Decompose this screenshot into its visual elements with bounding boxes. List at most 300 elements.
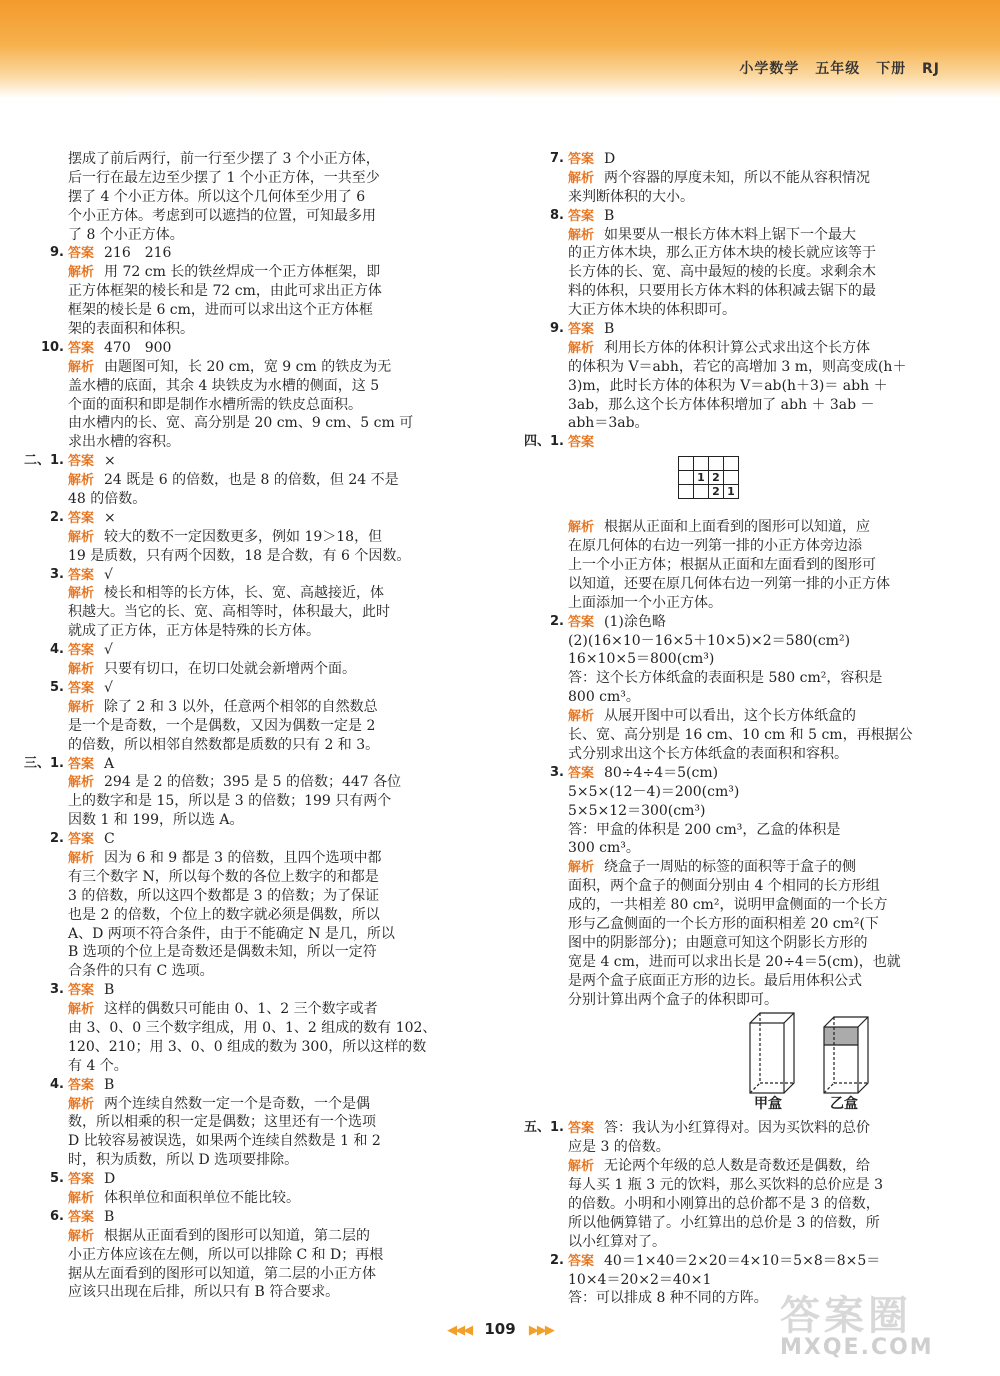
text-line <box>68 301 500 320</box>
line-text: 成的，一共相差 80 cm²，说明甲盒侧面的一个长方 <box>568 897 888 914</box>
line-text: 正方体框架的棱长和是 72 cm，由此可求出正方体 <box>68 283 382 300</box>
text-line <box>568 377 1000 396</box>
text-line <box>568 188 1000 207</box>
question-number: 四、1. <box>524 434 564 450</box>
text-line <box>568 301 1000 320</box>
text-line <box>568 556 1000 575</box>
line-text: 的倍数。小明和小刚算出的总价都不是 3 的倍数， <box>568 1195 880 1212</box>
text-line <box>568 1138 1000 1157</box>
answer-grid <box>678 456 739 499</box>
text-line <box>68 811 500 830</box>
text-line <box>568 1195 1000 1214</box>
line-text: 由水槽内的长、宽、高分别是 20 cm、9 cm、5 cm 可 <box>68 415 414 432</box>
question-number: 3. <box>550 764 564 780</box>
question-number: 9. <box>50 245 64 261</box>
text-line <box>68 414 500 433</box>
line-text: A、D 两项不符合条件，由于不能确定 N 是几，所以 <box>68 925 395 942</box>
text-line <box>524 433 1000 452</box>
line-text: 摆成了前后两行，前一行至少摆了 3 个小正方体， <box>68 151 380 167</box>
line-text: 是一个是奇数，一个是偶数，又因为偶数一定是 2 <box>68 717 376 734</box>
text-line <box>68 1227 500 1246</box>
line-text: 这样的偶数只可能由 0、1、2 三个数字或者 <box>104 1001 378 1018</box>
text-line <box>68 150 500 169</box>
line-text: 294 是 2 的倍数；395 是 5 的倍数；447 各位 <box>104 774 402 791</box>
text-line <box>68 584 500 603</box>
text-line <box>568 915 1000 934</box>
line-text: (1)涂色略 <box>604 613 666 630</box>
line-text: 3)m，此时长方体的体积为 V＝ab(h＋3)＝ abh ＋ <box>568 377 888 394</box>
analysis-tag: 解析 <box>68 529 95 545</box>
prev-arrows-icon: ◀◀◀ <box>447 1323 472 1338</box>
text-line <box>568 1157 1000 1176</box>
text-line <box>68 962 500 981</box>
text-line <box>68 1283 500 1302</box>
line-text: 是两个盒子底面正方形的边长。最后用体积公式 <box>568 972 862 989</box>
analysis-tag: 解析 <box>568 170 595 186</box>
text-line <box>568 537 1000 556</box>
answer-tag: 答案 <box>68 1172 95 1188</box>
line-text: 求出水槽的容积。 <box>68 434 180 451</box>
line-text: 120、210；用 3、0、0 组成的数为 300，所以这样的数 <box>68 1038 427 1055</box>
line-text: 上的数字和是 15，所以是 3 的倍数；199 只有两个 <box>68 793 392 810</box>
text-line <box>68 226 500 245</box>
analysis-tag: 解析 <box>68 775 95 791</box>
text-line <box>568 934 1000 953</box>
line-text: 的体积为 V＝abh，若它的高增加 3 m，则高变成(h＋ <box>568 358 907 375</box>
line-text: 所以他俩算错了。小红算出的总价是 3 的倍数，所 <box>568 1214 880 1231</box>
text-line <box>68 169 500 188</box>
line-text: 就成了正方体，正方体是特殊的长方体。 <box>68 623 320 640</box>
line-text: 形与乙盒侧面的一个长方形的面积相差 20 cm²(下 <box>568 915 879 932</box>
question-number: 10. <box>40 339 64 355</box>
line-text: 数，所以相乘的积一定是偶数；这里还有一个选项 <box>68 1114 376 1131</box>
text-line <box>568 650 1000 669</box>
line-text: 后一行在最左边至少摆了 1 个小正方体，一共至少 <box>68 169 380 186</box>
line-text: 盖水槽的底面，其余 4 块铁皮为水槽的侧面，这 5 <box>68 377 380 394</box>
analysis-tag: 解析 <box>568 860 595 876</box>
line-text: 以知道，还要在原几何体右边一列第一排的小正方体 <box>568 575 890 592</box>
text-line <box>568 282 1000 301</box>
line-text: 式分别求出这个长方体纸盒的表面积和容积。 <box>568 745 848 762</box>
text-line <box>68 906 500 925</box>
text-line <box>68 377 500 396</box>
text-line <box>68 433 500 452</box>
line-text: 每人买 1 瓶 3 元的饮料，那么买饮料的总价应是 3 <box>568 1177 883 1194</box>
line-text: B <box>604 321 615 338</box>
text-line <box>50 566 500 585</box>
text-line <box>568 877 1000 896</box>
question-number: 3. <box>50 566 64 582</box>
line-text: 用 72 cm 长的铁丝焊成一个正方体框架，即 <box>104 264 381 281</box>
answer-tag: 答案 <box>568 435 595 451</box>
analysis-tag: 解析 <box>68 586 95 602</box>
left-column <box>0 150 500 1302</box>
text-line <box>68 1095 500 1114</box>
edition: RJ <box>922 61 940 77</box>
line-text: 80÷4÷4＝5(cm) <box>604 764 719 781</box>
line-text: 架的表面积和体积。 <box>68 321 194 338</box>
analysis-tag: 解析 <box>568 520 595 536</box>
answer-tag: 答案 <box>68 246 95 262</box>
line-text: 因为 6 和 9 都是 3 的倍数，且四个选项中都 <box>104 849 382 866</box>
line-text: (2)(16×10－16×5＋10×5)×2＝580(cm²) <box>568 632 851 649</box>
line-text: 以小红算对了。 <box>568 1233 666 1250</box>
text-line <box>568 839 1000 858</box>
line-text: 10×4＝20×2＝40×1 <box>568 1271 712 1288</box>
line-text: 摆了 4 个小正方体。所以这个几何体至少用了 6 <box>68 188 366 205</box>
text-line <box>68 188 500 207</box>
line-text: 5×5×12＝300(cm³) <box>568 802 706 819</box>
line-text: 体积单位和面积单位不能比较。 <box>104 1189 301 1206</box>
text-line <box>68 1038 500 1057</box>
text-line <box>568 953 1000 972</box>
box-b-label: 乙盒 <box>830 1096 858 1113</box>
text-line <box>68 736 500 755</box>
text-line <box>68 622 500 641</box>
line-text: × <box>104 509 116 526</box>
answer-tag: 答案 <box>568 1121 595 1137</box>
answer-tag: 答案 <box>68 643 95 659</box>
line-text: 分别计算出两个盒子的体积即可。 <box>568 991 778 1008</box>
line-text: B 选项的个位上是奇数还是偶数未知，所以一定符 <box>68 944 377 961</box>
grid-cell <box>679 471 694 485</box>
text-line <box>68 490 500 509</box>
line-text: A <box>104 755 115 772</box>
analysis-tag: 解析 <box>68 699 95 715</box>
grid-cell: 1 <box>694 471 709 485</box>
text-line <box>568 669 1000 688</box>
question-number: 7. <box>550 151 564 166</box>
text-line <box>568 169 1000 188</box>
line-text: 从展开图中可以看出，这个长方体纸盒的 <box>604 708 857 725</box>
answer-tag: 答案 <box>68 1077 95 1093</box>
line-text: 利用长方体的体积计算公式求出这个长方体 <box>604 339 871 356</box>
analysis-tag: 解析 <box>68 359 95 375</box>
answer-tag: 答案 <box>68 454 95 470</box>
text-line <box>68 207 500 226</box>
text-line <box>568 802 1000 821</box>
line-text: abh＝3ab。 <box>568 415 649 432</box>
question-number: 2. <box>550 613 564 629</box>
text-line <box>68 1246 500 1265</box>
line-text: 应是 3 的倍数。 <box>568 1139 670 1156</box>
text-line <box>24 755 500 774</box>
line-text: 16×10×5＝800(cm³) <box>568 651 715 668</box>
analysis-tag: 解析 <box>68 1228 95 1244</box>
text-line <box>568 821 1000 840</box>
text-line <box>68 1019 500 1038</box>
text-line <box>568 263 1000 282</box>
line-text: 如果要从一根长方体木料上锯下一个最大 <box>604 226 857 243</box>
line-text: 框架的棱长是 6 cm，进而可以求出这个正方体框 <box>68 302 373 319</box>
text-line <box>50 981 500 1000</box>
question-number: 4. <box>50 1076 64 1092</box>
line-text: D 比较容易被误选，如果两个连续自然数是 1 和 2 <box>68 1133 381 1150</box>
answer-tag: 答案 <box>568 614 595 630</box>
watermark-line1: 答案圈 <box>780 1293 912 1339</box>
boxes-figure <box>568 1009 1000 1119</box>
answer-tag: 答案 <box>568 208 595 224</box>
line-text: 宽是 4 cm，进而可以求出长是 20÷4＝5(cm)，也就 <box>568 953 901 970</box>
text-line <box>68 528 500 547</box>
line-text: B <box>104 1208 115 1225</box>
watermark <box>780 1284 980 1360</box>
grade: 五年级 <box>815 61 861 77</box>
line-text: 答：甲盒的体积是 200 cm³，乙盒的体积是 <box>568 821 841 838</box>
page-number: 109 <box>484 1320 516 1338</box>
text-line <box>524 1119 1000 1138</box>
answer-tag: 答案 <box>68 832 95 848</box>
line-text: 上一个小正方体；根据从正面和左面看到的图形可 <box>568 557 876 574</box>
text-line <box>568 726 1000 745</box>
line-text: D <box>104 1171 116 1188</box>
question-number: 2. <box>550 1252 564 1268</box>
text-line <box>568 896 1000 915</box>
text-line <box>68 1151 500 1170</box>
line-text: 在原几何体的右边一列第一排的小正方体旁边添 <box>568 538 862 555</box>
grid-cell <box>694 485 709 499</box>
answer-tag: 答案 <box>68 983 95 999</box>
text-line <box>568 991 1000 1010</box>
subject: 小学数学 <box>739 61 800 77</box>
answer-tag: 答案 <box>568 152 595 167</box>
line-text: 面积，两个盒子的侧面分别由 4 个相同的长方形组 <box>568 878 880 895</box>
text-line <box>550 207 1000 226</box>
text-line <box>550 320 1000 339</box>
text-line <box>68 396 500 415</box>
text-line <box>50 1076 500 1095</box>
question-number: 4. <box>50 642 64 658</box>
text-line <box>50 830 500 849</box>
grid-cell <box>679 457 694 471</box>
text-line <box>50 1208 500 1227</box>
text-line <box>50 679 500 698</box>
text-line <box>68 320 500 339</box>
text-line <box>550 613 1000 632</box>
text-line <box>568 707 1000 726</box>
question-number: 2. <box>50 831 64 847</box>
line-text: 个面的面积和即是制作水槽所需的铁皮总面积。 <box>68 396 362 413</box>
question-number: 9. <box>550 321 564 337</box>
line-text: 大正方体木块的体积即可。 <box>568 302 736 319</box>
line-text: D <box>604 151 616 167</box>
line-text: 只要有切口，在切口处就会新增两个面。 <box>104 661 357 678</box>
line-text: 19 是质数，只有两个因数，18 是合数，有 6 个因数。 <box>68 547 411 564</box>
line-text: 也是 2 的倍数，个位上的数字就必须是偶数，所以 <box>68 906 380 923</box>
text-line <box>68 849 500 868</box>
line-text: 216 216 <box>104 245 172 262</box>
text-line <box>68 358 500 377</box>
text-line <box>68 1265 500 1284</box>
question-number: 3. <box>50 982 64 998</box>
line-text: 根据从正面和上面看到的图形可以知道，应 <box>604 519 871 536</box>
line-text: 3 的倍数，所以这四个数都是 3 的倍数；为了保证 <box>68 887 380 904</box>
line-text: 答：可以排成 8 种不同的方阵。 <box>568 1290 768 1307</box>
question-number: 2. <box>50 509 64 525</box>
line-text: 3ab，那么这个长方体体积增加了 abh ＋ 3ab － <box>568 396 875 413</box>
text-line <box>68 282 500 301</box>
question-number: 5. <box>50 679 64 695</box>
line-text: 两个容器的厚度未知，所以不能从容积情况 <box>604 169 871 186</box>
analysis-tag: 解析 <box>68 1096 95 1112</box>
line-text: × <box>104 453 116 470</box>
question-number: 5. <box>50 1171 64 1187</box>
text-line <box>568 226 1000 245</box>
line-text: 上面添加一个小正方体。 <box>568 594 722 611</box>
analysis-tag: 解析 <box>68 1190 95 1206</box>
text-line <box>68 698 500 717</box>
text-line <box>68 1189 500 1208</box>
grid-cell <box>679 485 694 499</box>
line-text: 两个连续自然数一定一个是奇数，一个是偶 <box>104 1095 371 1112</box>
grid-cell <box>724 471 739 485</box>
text-line <box>568 688 1000 707</box>
analysis-tag: 解析 <box>68 662 95 678</box>
question-number: 五、1. <box>524 1120 564 1136</box>
text-line <box>568 575 1000 594</box>
line-text: 积越大。当它的长、宽、高相等时，体积最大，此时 <box>68 604 390 621</box>
answer-grid-figure <box>568 452 1000 518</box>
analysis-tag: 解析 <box>568 340 595 356</box>
line-text: 应该只出现在后排，所以只有 B 符合要求。 <box>68 1284 340 1301</box>
text-line <box>68 471 500 490</box>
line-text: 绕盒子一周贴的标签的面积等于盒子的侧 <box>604 859 857 876</box>
book-title <box>739 58 940 78</box>
answer-tag: 答案 <box>68 680 95 696</box>
text-line <box>568 745 1000 764</box>
line-text: 的正方体木块，那么正方体木块的棱长就应该等于 <box>568 245 876 262</box>
line-text: 长方体的长、宽、高中最短的棱的长度。求剩余木 <box>568 264 876 281</box>
grid-cell <box>694 457 709 471</box>
text-line <box>68 773 500 792</box>
right-column <box>500 150 1000 1308</box>
analysis-tag: 解析 <box>68 1002 95 1018</box>
line-text: 答：这个长方体纸盒的表面积是 580 cm²，容积是 <box>568 670 883 687</box>
answer-tag: 答案 <box>568 765 595 781</box>
line-text: 料的体积，只要用长方体木料的体积减去锯下的最 <box>568 283 876 300</box>
answer-tag: 答案 <box>68 1209 95 1225</box>
line-text: C <box>104 831 115 848</box>
answer-tag: 答案 <box>68 567 95 583</box>
text-line <box>550 150 1000 169</box>
text-line <box>68 792 500 811</box>
text-line <box>68 887 500 906</box>
line-text: 答：我认为小红算得对。因为买饮料的总价 <box>604 1120 871 1137</box>
answer-tag: 答案 <box>68 340 95 356</box>
answer-tag: 答案 <box>68 510 95 526</box>
text-line <box>68 717 500 736</box>
question-number: 三、1. <box>24 755 64 771</box>
text-line <box>50 509 500 528</box>
line-text: √ <box>104 566 113 583</box>
line-text: 长、宽、高分别是 16 cm、10 cm 和 5 cm，再根据公 <box>568 727 913 744</box>
line-text: 因数 1 和 199，所以选 A。 <box>68 812 244 829</box>
line-text: 5×5×(12－4)＝200(cm³) <box>568 783 740 800</box>
line-text: 300 cm³。 <box>568 840 640 857</box>
text-line <box>568 783 1000 802</box>
text-line <box>68 925 500 944</box>
text-line <box>68 1000 500 1019</box>
line-text: 了 8 个小正方体。 <box>68 226 184 243</box>
line-text: 48 的倍数。 <box>68 491 147 508</box>
line-text: B <box>604 207 615 224</box>
text-line <box>568 1214 1000 1233</box>
line-text: 合条件的只有 C 选项。 <box>68 963 214 980</box>
analysis-tag: 解析 <box>68 473 95 489</box>
text-line <box>24 452 500 471</box>
question-number: 8. <box>550 207 564 223</box>
text-line <box>568 358 1000 377</box>
grid-cell: 2 <box>709 471 724 485</box>
line-text: B <box>104 982 115 999</box>
grid-cell: 2 <box>709 485 724 499</box>
analysis-tag: 解析 <box>568 227 595 243</box>
line-text: B <box>104 1076 115 1093</box>
text-line <box>68 1057 500 1076</box>
grid-cell <box>724 457 739 471</box>
line-text: 470 900 <box>104 339 172 356</box>
line-text: √ <box>104 679 113 696</box>
line-text: 根据从正面看到的图形可以知道，第二层的 <box>104 1227 371 1244</box>
text-line <box>68 603 500 622</box>
text-line <box>68 1113 500 1132</box>
text-line <box>568 396 1000 415</box>
line-text: 据从左面看到的图形可以知道，第二层的小正方体 <box>68 1265 376 1282</box>
analysis-tag: 解析 <box>568 709 595 725</box>
line-text: 无论两个年级的总人数是奇数还是偶数，给 <box>604 1158 871 1175</box>
line-text: 较大的数不一定因数更多，例如 19＞18，但 <box>104 528 383 545</box>
text-line <box>68 1132 500 1151</box>
question-number: 二、1. <box>24 453 64 469</box>
analysis-tag: 解析 <box>568 1159 595 1175</box>
text-line <box>568 244 1000 263</box>
text-line <box>68 547 500 566</box>
text-line <box>550 1252 1000 1271</box>
text-line <box>568 858 1000 877</box>
answer-tag: 答案 <box>568 322 595 338</box>
answer-tag: 答案 <box>568 1253 595 1269</box>
line-text: 由题图可知，长 20 cm，宽 9 cm 的铁皮为无 <box>104 358 392 375</box>
header-banner <box>0 0 1000 98</box>
text-line <box>568 594 1000 613</box>
text-line <box>68 263 500 282</box>
line-text: 由 3、0、0 三个数字组成，用 0、1、2 组成的数有 102、 <box>68 1019 437 1036</box>
question-number: 6. <box>50 1208 64 1224</box>
answer-tag: 答案 <box>68 756 95 772</box>
text-line <box>568 632 1000 651</box>
line-text: 有 4 个。 <box>68 1057 128 1074</box>
text-line <box>40 339 500 358</box>
line-text: 40＝1×40＝2×20＝4×10＝5×8＝8×5＝ <box>604 1252 881 1269</box>
text-line <box>68 660 500 679</box>
line-text: 时，积为质数，所以 D 选项要排除。 <box>68 1152 299 1169</box>
line-text: 个小正方体。考虑到可以遮挡的位置，可知最多用 <box>68 207 376 224</box>
line-text: 图中的阴影部分)；由题意可知这个阴影长方形的 <box>568 934 868 951</box>
text-line <box>550 764 1000 783</box>
text-line <box>50 641 500 660</box>
grid-cell <box>709 457 724 471</box>
text-line <box>50 1170 500 1189</box>
next-arrows-icon: ▶▶▶ <box>528 1323 553 1338</box>
line-text: 800 cm³。 <box>568 689 640 706</box>
text-line <box>568 339 1000 358</box>
line-text: 的倍数，所以相邻自然数都是质数的只有 2 和 3。 <box>68 736 380 753</box>
line-text: 棱长和相等的长方体，长、宽、高越接近，体 <box>104 585 385 602</box>
analysis-tag: 解析 <box>68 850 95 866</box>
line-text: 有三个数字 N，所以每个数的各位上数字的和都是 <box>68 868 379 885</box>
line-text: 来判断体积的大小。 <box>568 188 694 205</box>
line-text: √ <box>104 642 113 659</box>
